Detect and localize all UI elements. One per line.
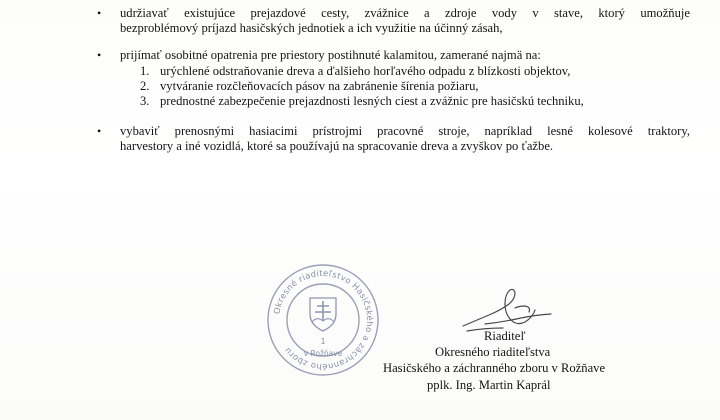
- svg-text:1: 1: [320, 337, 326, 346]
- list-item: [140, 79, 700, 94]
- bullet-marker: •: [97, 6, 102, 20]
- text-line: vybaviť prenosnými hasiacimi prístrojmi pracovné stroje, napríklad lesné kolesové traktory,: [120, 124, 690, 138]
- list-item-text: urýchlené odstraňovanie dreva a ďalšieho horľavého odpadu z blízkosti objektov,: [160, 64, 571, 78]
- list-item-text: vytváranie rozčleňovacích pásov na zabránenie šírenia požiaru,: [160, 79, 479, 93]
- bullet-marker: •: [97, 48, 102, 62]
- list-number: 3.: [140, 94, 150, 108]
- bullet-item-fire-extinguishers: [120, 124, 690, 154]
- signatory-organization-line2: Hasičského a záchranného zboru v Rožňave: [383, 361, 606, 375]
- list-item: [140, 94, 700, 109]
- text-line: harvestory a iné vozidlá, ktoré sa používajú na spracovanie dreva a zvyškov po ťažbe.: [120, 139, 554, 153]
- numbered-list: [140, 64, 700, 109]
- svg-text:Okresné riaditeľstvo Hasičskéh: Okresné riaditeľstvo Hasičského a záchranného zboru: [271, 267, 376, 373]
- official-stamp: [265, 262, 381, 378]
- list-item-text: prednostné zabezpečenie prejazdnosti lesných ciest a zvážnic pre hasičskú techniku,: [160, 94, 584, 108]
- text-line: bezproblémový príjazd hasičských jednotiek a ich využitie na účinný zásah,: [120, 21, 503, 35]
- signatory-organization-line1: Okresného riaditeľstva: [435, 345, 551, 359]
- text-line: prijímať osobitné opatrenia pre priestory postihnuté kalamitou, zamerané najmä na:: [120, 48, 541, 62]
- list-item: [140, 64, 700, 79]
- text-line: udržiavať existujúce prejazdové cesty, zvážnice a zdroje vody v stave, ktorý umožňuje: [120, 6, 690, 20]
- bullet-item-calamity-measures: [120, 48, 690, 63]
- stamp-seal-icon: [265, 262, 381, 378]
- bullet-marker: •: [97, 124, 102, 138]
- signatory-name: pplk. Ing. Martin Kaprál: [427, 378, 551, 392]
- list-number: 2.: [140, 79, 150, 93]
- signatory-title: Riaditeľ: [484, 329, 526, 343]
- svg-text:v Rožňave: v Rožňave: [303, 349, 343, 358]
- bullet-item-access-roads: [120, 6, 690, 36]
- list-number: 1.: [140, 64, 150, 78]
